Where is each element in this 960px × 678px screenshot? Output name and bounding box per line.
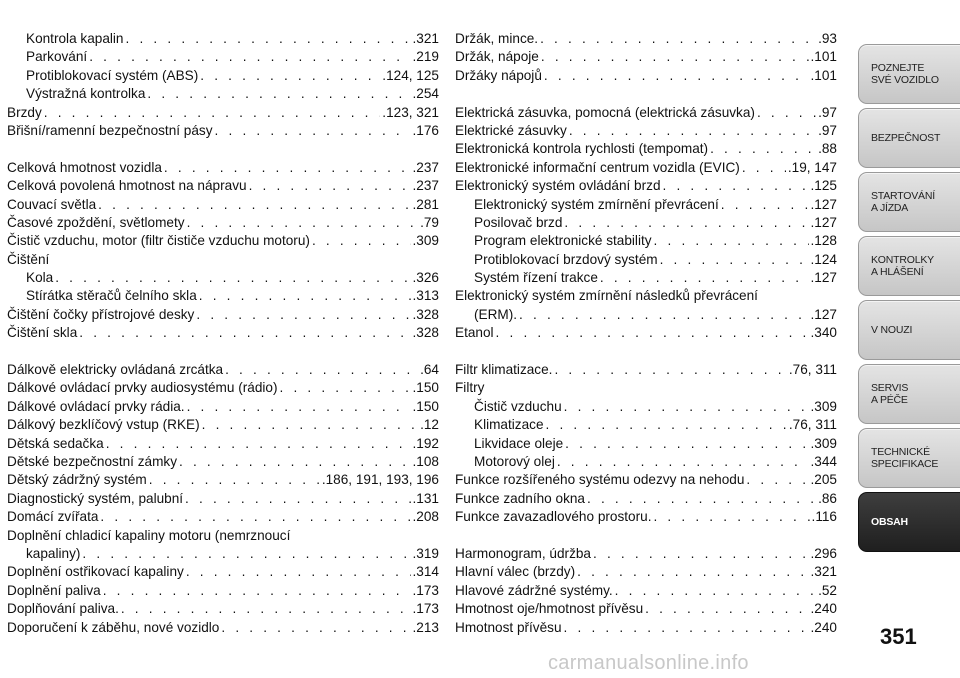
index-pages: .101 xyxy=(810,49,837,65)
dot-leader xyxy=(55,269,410,287)
index-term: Držák, nápoje xyxy=(455,49,539,65)
index-entry xyxy=(7,48,439,66)
index-entry xyxy=(455,196,837,214)
index-entry xyxy=(7,471,439,489)
index-term: Dětský zádržný systém xyxy=(7,472,147,488)
index-term: Dálkový bezklíčový vstup (RKE) xyxy=(7,417,200,433)
index-term: Doplnění ostřikovací kapaliny xyxy=(7,564,184,580)
index-term: Elektronické informační centrum vozidla (EVIC) xyxy=(455,159,740,175)
dot-leader xyxy=(565,435,808,453)
dot-leader xyxy=(221,619,410,637)
index-pages: .127 xyxy=(810,270,837,286)
index-term: Protiblokovací systém (ABS) xyxy=(26,67,199,83)
index-term: Protiblokovací brzdový systém xyxy=(474,251,658,267)
index-pages: .93 xyxy=(818,31,837,46)
dot-leader xyxy=(663,177,809,195)
index-pages: .128 xyxy=(810,233,837,249)
index-term: Břišní/ramenní bezpečnostní pásy xyxy=(7,122,213,138)
tab-v-nouzi[interactable] xyxy=(858,300,960,360)
index-term: Celková povolená hmotnost na nápravu xyxy=(7,178,247,194)
index-term: Program elektronické stability xyxy=(474,233,652,249)
index-term: Brzdy xyxy=(7,104,42,120)
tab-label: TECHNICKÉ SPECIFIKACE xyxy=(871,446,939,470)
index-pages: .319 xyxy=(412,545,439,561)
dot-leader xyxy=(496,324,809,342)
index-entry xyxy=(455,453,837,471)
dot-leader xyxy=(186,563,411,581)
index-entry xyxy=(455,214,837,232)
tab-servis[interactable] xyxy=(858,364,960,424)
index-pages: .340 xyxy=(810,325,837,341)
index-pages: .97 xyxy=(818,122,837,138)
dot-leader xyxy=(519,306,808,324)
index-pages: .309 xyxy=(810,398,837,414)
index-term: Harmonogram, údržba xyxy=(455,545,591,561)
index-pages: .213 xyxy=(412,619,439,635)
dot-leader xyxy=(121,600,411,618)
index-column-left xyxy=(7,30,439,637)
watermark: carmanualsonline.info xyxy=(548,652,749,674)
index-entry xyxy=(455,269,837,287)
index-gap xyxy=(7,343,439,361)
index-entry xyxy=(7,159,439,177)
dot-leader xyxy=(645,600,808,618)
index-entry xyxy=(7,490,439,508)
index-gap xyxy=(455,85,837,103)
index-pages: .127 xyxy=(810,196,837,212)
index-entry xyxy=(455,563,837,581)
dot-leader xyxy=(653,508,809,526)
index-pages: .86 xyxy=(818,490,837,506)
dot-leader xyxy=(544,67,809,85)
index-term: Dětské bezpečnostní zámky xyxy=(7,453,178,469)
index-term: Motorový olej xyxy=(474,453,555,469)
index-term: Diagnostický systém, palubní xyxy=(7,490,184,506)
index-entry xyxy=(455,435,837,453)
index-term: Kola xyxy=(26,270,54,286)
index-term: Hlavní válec (brzdy) xyxy=(455,564,576,580)
index-entry xyxy=(455,159,837,177)
page-number: 351 xyxy=(880,624,917,649)
index-entry xyxy=(455,48,837,66)
index-entry xyxy=(455,232,837,250)
chapter-tabs xyxy=(858,44,960,556)
index-entry xyxy=(455,471,837,489)
index-entry xyxy=(7,582,439,600)
tab-label: V NOUZI xyxy=(871,324,913,336)
tab-technicke[interactable] xyxy=(858,428,960,488)
dot-leader xyxy=(312,232,411,250)
index-entry xyxy=(7,85,439,103)
index-entry xyxy=(7,398,439,416)
tab-label: STARTOVÁNÍ A JÍZDA xyxy=(871,190,935,214)
dot-leader xyxy=(564,214,808,232)
tab-label: BEZPEČNOST xyxy=(871,132,941,144)
index-entry xyxy=(455,251,837,269)
index-entry xyxy=(455,30,837,48)
index-term: Dálkové ovládací prvky audiosystému (rádio) xyxy=(7,380,278,396)
index-entry xyxy=(7,269,439,287)
index-term: Doplňování paliva. xyxy=(7,601,119,617)
index-term: Čištění skla xyxy=(7,325,78,341)
index-term: Domácí zvířata xyxy=(7,509,99,525)
index-term: Stírátka stěračů čelního skla xyxy=(26,288,197,304)
index-pages: .64 xyxy=(420,362,439,378)
dot-leader xyxy=(564,398,809,416)
index-pages: .240 xyxy=(810,601,837,617)
index-term: Funkce zavazadlového prostoru. xyxy=(455,509,652,525)
index-term: Elektronický systém zmírnění převrácení xyxy=(474,196,719,212)
index-entry xyxy=(7,251,439,269)
dot-leader xyxy=(600,269,809,287)
index-entry xyxy=(7,104,439,122)
dot-leader xyxy=(654,232,809,250)
index-entry xyxy=(7,508,439,526)
index-entry xyxy=(7,379,439,397)
index-pages: .116 xyxy=(811,509,837,525)
index-entry xyxy=(7,324,439,342)
dot-leader xyxy=(587,490,816,508)
index-term: Držáky nápojů xyxy=(455,67,542,83)
index-pages: .281 xyxy=(412,196,439,212)
index-pages: .186, 191, 193, 196 xyxy=(321,472,439,488)
dot-leader xyxy=(147,85,410,103)
index-entry xyxy=(7,196,439,214)
dot-leader xyxy=(106,435,411,453)
index-pages: .296 xyxy=(810,545,837,561)
index-entry xyxy=(455,508,837,526)
dot-leader xyxy=(249,177,411,195)
index-pages: .237 xyxy=(412,159,439,175)
dot-leader xyxy=(577,563,808,581)
index-pages: .321 xyxy=(412,31,439,46)
dot-leader xyxy=(557,453,809,471)
index-term: Elektronický systém zmírnění následků převrácení xyxy=(455,288,758,304)
index-term: Dálkové ovládací prvky rádia. xyxy=(7,398,185,414)
index-term: Elektrická zásuvka, pomocná (elektrická zásuvka) xyxy=(455,104,755,120)
index-entry xyxy=(455,582,837,600)
index-term: Elektrické zásuvky xyxy=(455,122,567,138)
index-pages: .328 xyxy=(412,325,439,341)
dot-leader xyxy=(215,122,411,140)
index-entry xyxy=(7,287,439,305)
dot-leader xyxy=(98,196,410,214)
index-pages: .76, 311 xyxy=(788,362,837,378)
index-pages: .240 xyxy=(810,619,837,635)
index-entry xyxy=(455,177,837,195)
dot-leader xyxy=(660,251,809,269)
index-pages: .101 xyxy=(810,67,837,83)
index-entry xyxy=(455,545,837,563)
index-entry xyxy=(455,600,837,618)
index-entry xyxy=(455,324,837,342)
dot-leader xyxy=(44,104,381,122)
index-term: Elektronická kontrola rychlosti (tempomat) xyxy=(455,141,709,157)
index-term: Funkce zadního okna xyxy=(455,490,585,506)
index-entry xyxy=(7,619,439,637)
index-pages: .309 xyxy=(810,435,837,451)
index-term: Dálkově elektricky ovládaná zrcátka xyxy=(7,362,224,378)
dot-leader xyxy=(185,490,410,508)
index-column-right xyxy=(455,30,837,637)
index-term: Klimatizace xyxy=(474,417,544,433)
dot-leader xyxy=(100,508,410,526)
index-pages: .344 xyxy=(810,453,837,469)
tab-label: POZNEJTE SVÉ VOZIDLO xyxy=(871,62,939,86)
dot-leader xyxy=(541,48,809,66)
dot-leader xyxy=(79,324,410,342)
index-pages: .173 xyxy=(412,601,439,617)
index-entry xyxy=(455,104,837,122)
index-pages: .237 xyxy=(412,178,439,194)
index-term: Čistič vzduchu, motor (filtr čističe vzduchu motoru) xyxy=(7,233,310,249)
index-pages: .88 xyxy=(818,141,837,157)
index-gap xyxy=(7,140,439,158)
index-entry xyxy=(455,122,837,140)
index-term: Čištění čočky přístrojové desky xyxy=(7,306,195,322)
index-term: Etanol xyxy=(455,325,494,341)
index-pages: .79 xyxy=(420,214,439,230)
index-pages: .309 xyxy=(412,233,439,249)
index-pages: .176 xyxy=(412,122,439,138)
dot-leader xyxy=(196,306,410,324)
index-pages: .131 xyxy=(412,490,439,506)
dot-leader xyxy=(279,379,410,397)
tab-kontrolky[interactable] xyxy=(858,236,960,296)
dot-leader xyxy=(757,104,816,122)
index-pages: .326 xyxy=(412,270,439,286)
index-entry xyxy=(7,416,439,434)
index-pages: .123, 321 xyxy=(382,104,439,120)
index-pages: .150 xyxy=(412,398,439,414)
dot-leader xyxy=(202,416,418,434)
dot-leader xyxy=(540,30,816,48)
index-pages: .205 xyxy=(810,472,837,488)
index-entry xyxy=(7,435,439,453)
index-entry xyxy=(7,67,439,85)
index-term: Parkování xyxy=(26,49,88,65)
dot-leader xyxy=(103,582,411,600)
index-term: Doplnění chladicí kapaliny motoru (nemrznoucí xyxy=(7,527,291,543)
index-entry xyxy=(455,490,837,508)
dot-leader xyxy=(179,453,411,471)
index-term: Kontrola kapalin xyxy=(26,31,124,46)
dot-leader xyxy=(593,545,809,563)
index-term: Výstražná kontrolka xyxy=(26,86,146,102)
index-gap xyxy=(455,527,837,545)
index-entry xyxy=(7,453,439,471)
dot-leader xyxy=(187,398,411,416)
dot-leader xyxy=(149,471,320,489)
dot-leader xyxy=(742,159,786,177)
dot-leader xyxy=(721,196,809,214)
tab-label: OBSAH xyxy=(871,516,908,528)
tab-label: KONTROLKY A HLÁŠENÍ xyxy=(871,254,934,278)
index-term: Dětská sedačka xyxy=(7,435,104,451)
index-gap xyxy=(455,343,837,361)
index-entry xyxy=(455,398,837,416)
index-term: Hmotnost přívěsu xyxy=(455,619,562,635)
index-pages: .12 xyxy=(420,417,439,433)
index-entry xyxy=(7,30,439,48)
index-term: Držák, mince. xyxy=(455,31,539,46)
index-pages: .19, 147 xyxy=(787,159,837,175)
index-term: Couvací světla xyxy=(7,196,97,212)
index-entry xyxy=(455,306,837,324)
index-term: Likvidace oleje xyxy=(474,435,564,451)
index-pages: .328 xyxy=(412,306,439,322)
tab-bezpecnost[interactable] xyxy=(858,108,960,168)
dot-leader xyxy=(746,471,808,489)
dot-leader xyxy=(89,48,410,66)
index-pages: .127 xyxy=(810,214,837,230)
index-pages: .192 xyxy=(412,435,439,451)
dot-leader xyxy=(546,416,787,434)
index-term: Posilovač brzd xyxy=(474,214,563,230)
index-pages: .127 xyxy=(810,306,837,322)
index-entry xyxy=(7,214,439,232)
index-term: (ERM). xyxy=(474,306,518,322)
tab-obsah[interactable] xyxy=(858,492,960,552)
dot-leader xyxy=(199,287,411,305)
dot-leader xyxy=(615,582,816,600)
index-pages: .97 xyxy=(818,104,837,120)
dot-leader xyxy=(554,361,786,379)
index-pages: .52 xyxy=(818,582,837,598)
index-entry xyxy=(455,619,837,637)
index-pages: .125 xyxy=(810,178,837,194)
index-term: Hmotnost oje/hmotnost přívěsu xyxy=(455,601,644,617)
index-pages: .219 xyxy=(412,49,439,65)
index-entry xyxy=(7,600,439,618)
dot-leader xyxy=(82,545,410,563)
index-term: Čistič vzduchu xyxy=(474,398,562,414)
index-term: Doplnění paliva xyxy=(7,582,101,598)
dot-leader xyxy=(164,159,411,177)
index-entry xyxy=(7,122,439,140)
index-entry xyxy=(455,361,837,379)
tab-label: SERVIS A PÉČE xyxy=(871,382,909,406)
index-pages: .313 xyxy=(412,288,439,304)
index-term: Doporučení k záběhu, nové vozidlo xyxy=(7,619,220,635)
index-pages: .321 xyxy=(810,564,837,580)
dot-leader xyxy=(187,214,419,232)
index-entry xyxy=(455,287,837,305)
index-entry xyxy=(7,545,439,563)
dot-leader xyxy=(564,619,809,637)
dot-leader xyxy=(225,361,418,379)
dot-leader xyxy=(569,122,816,140)
index-pages: .108 xyxy=(412,453,439,469)
index-pages: .124, 125 xyxy=(382,67,439,83)
index-pages: .173 xyxy=(412,582,439,598)
index-pages: .314 xyxy=(412,564,439,580)
index-entry xyxy=(455,67,837,85)
index-entry xyxy=(7,361,439,379)
index-term: Čištění xyxy=(7,251,50,267)
index-entry xyxy=(7,177,439,195)
index-entry xyxy=(7,232,439,250)
index-term: Filtry xyxy=(455,380,485,396)
index-term: kapaliny) xyxy=(26,545,81,561)
dot-leader xyxy=(710,140,816,158)
dot-leader xyxy=(200,67,380,85)
index-entry xyxy=(7,527,439,545)
index-term: Časové zpoždění, světlomety xyxy=(7,214,185,230)
tab-poznejte[interactable] xyxy=(858,44,960,104)
index-term: Filtr klimatizace. xyxy=(455,362,553,378)
index-entry xyxy=(455,140,837,158)
index-pages: .208 xyxy=(412,509,439,525)
index-pages: .150 xyxy=(412,380,439,396)
index-term: Celková hmotnost vozidla xyxy=(7,159,162,175)
index-entry xyxy=(455,416,837,434)
index-entry xyxy=(455,379,837,397)
index-pages: .124 xyxy=(810,251,837,267)
index-term: Systém řízení trakce xyxy=(474,270,598,286)
index-entry xyxy=(7,563,439,581)
dot-leader xyxy=(126,30,411,48)
index-term: Elektronický systém ovládání brzd xyxy=(455,178,661,194)
tab-startovani[interactable] xyxy=(858,172,960,232)
index-term: Hlavové zádržné systémy. xyxy=(455,582,613,598)
index-pages: .76, 311 xyxy=(788,417,837,433)
index-entry xyxy=(7,306,439,324)
index-term: Funkce rozšířeného systému odezvy na nehodu xyxy=(455,472,745,488)
index-pages: .254 xyxy=(412,86,439,102)
